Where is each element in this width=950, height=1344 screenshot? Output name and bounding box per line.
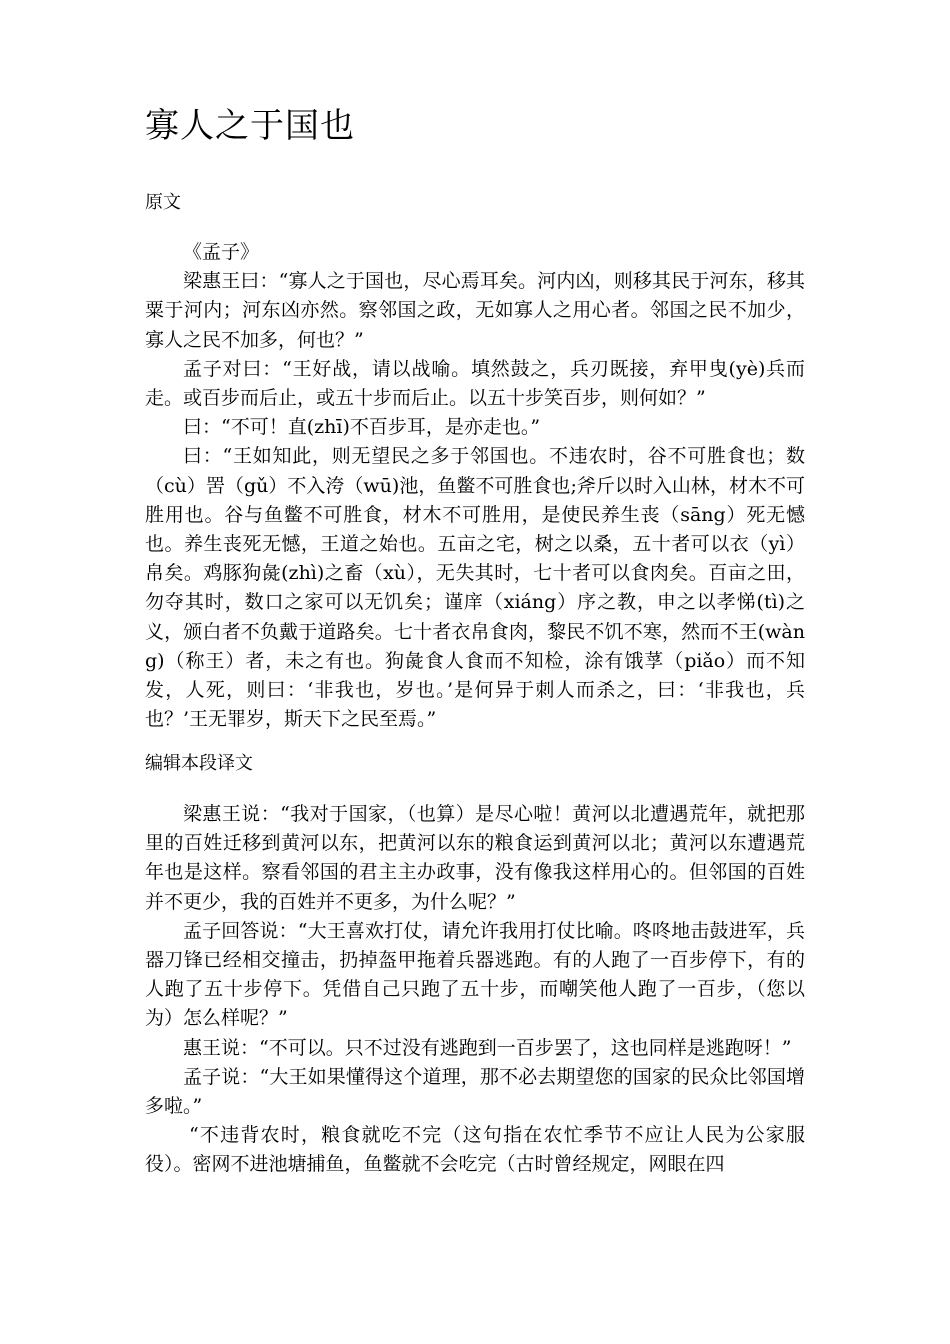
- original-paragraph: 曰：“王如知此，则无望民之多于邻国也。不违农时，谷不可胜食也；数（cù）罟（gǔ）不入洿（wū)池，鱼鳖不可胜食也;斧斤以时入山林，材木不可胜用也。谷与鱼鳖不可胜食，材木不可胜用，是使民养生丧（sāng）死无憾也。养生丧死无憾，王道之始也。五亩之宅，树之以桑，五十者可以衣（yì）帛矣。鸡豚狗彘(zhì)之畜（xù），无失其时，七十者可以食肉矣。百亩之田，勿夺其时，数口之家可以无饥矣；谨庠（xiáng）序之教，申之以孝悌(tì)之义，颁白者不负戴于道路矣。七十者衣帛食肉，黎民不饥不寒，然而不王(wàng)（称王）者，未之有也。狗彘食人食而不知检，涂有饿莩（piǎo）而不知发，人死，则曰：‘非我也，岁也。’是何异于刺人而杀之，曰：‘非我也，兵也？’王无罪岁，斯天下之民至焉。”: [145, 445, 805, 731]
- original-paragraph: 孟子对曰：“王好战，请以战喻。填然鼓之，兵刃既接，弃甲曳(yè)兵而走。或百步而后止，或五十步而后止。以五十步笑百步，则何如？”: [145, 357, 805, 410]
- translation-heading: 编辑本段译文: [145, 753, 253, 774]
- translation-paragraph: 孟子回答说：“大王喜欢打仗，请允许我用打仗比喻。咚咚地击鼓进军，兵器刀锋已经相交撞击，扔掉盔甲拖着兵器逃跑。有的人跑了一百步停下，有的人跑了五十步停下。凭借自己只跑了五十步，而嘲笑他人跑了一百步，（您以为）怎么样呢？”: [145, 919, 805, 1030]
- translation-text: [145, 800, 805, 1180]
- original-paragraph: 梁惠王曰：“寡人之于国也，尽心焉耳矣。河内凶，则移其民于河东，移其粟于河内；河东凶亦然。察邻国之政，无如寡人之用心者。邻国之民不加少，寡人之民不加多，何也？”: [145, 270, 805, 351]
- page-title: 寡人之于国也: [145, 106, 355, 146]
- source-line: 《孟子》: [183, 241, 260, 263]
- translation-paragraph: 孟子说：“大王如果懂得这个道理，那不必去期望您的国家的民众比邻国增多啦。”: [145, 1065, 805, 1118]
- translation-paragraph: 惠王说：“不可以。只不过没有逃跑到一百步罢了，这也同样是逃跑呀！”: [183, 1036, 792, 1059]
- original-text: [145, 238, 805, 734]
- original-heading: 原文: [145, 192, 181, 213]
- translation-paragraph: “不违背农时，粮食就吃不完（这句指在农忙季节不应让人民为公家服役）。密网不进池塘捕鱼，鱼鳖就不会吃完（古时曾经规定，网眼在四: [145, 1124, 805, 1176]
- original-paragraph: 曰：“不可！直(zhī)不百步耳，是亦走也。”: [183, 416, 541, 439]
- translation-paragraph: 梁惠王说：“我对于国家，（也算）是尽心啦！黄河以北遭遇荒年，就把那里的百姓迁移到黄河以东，把黄河以东的粮食运到黄河以北；黄河以东遭遇荒年也是这样。察看邻国的君主主办政事，没有像我这样用心的。但邻国的百姓并不更少，我的百姓并不更多，为什么呢？”: [145, 803, 805, 913]
